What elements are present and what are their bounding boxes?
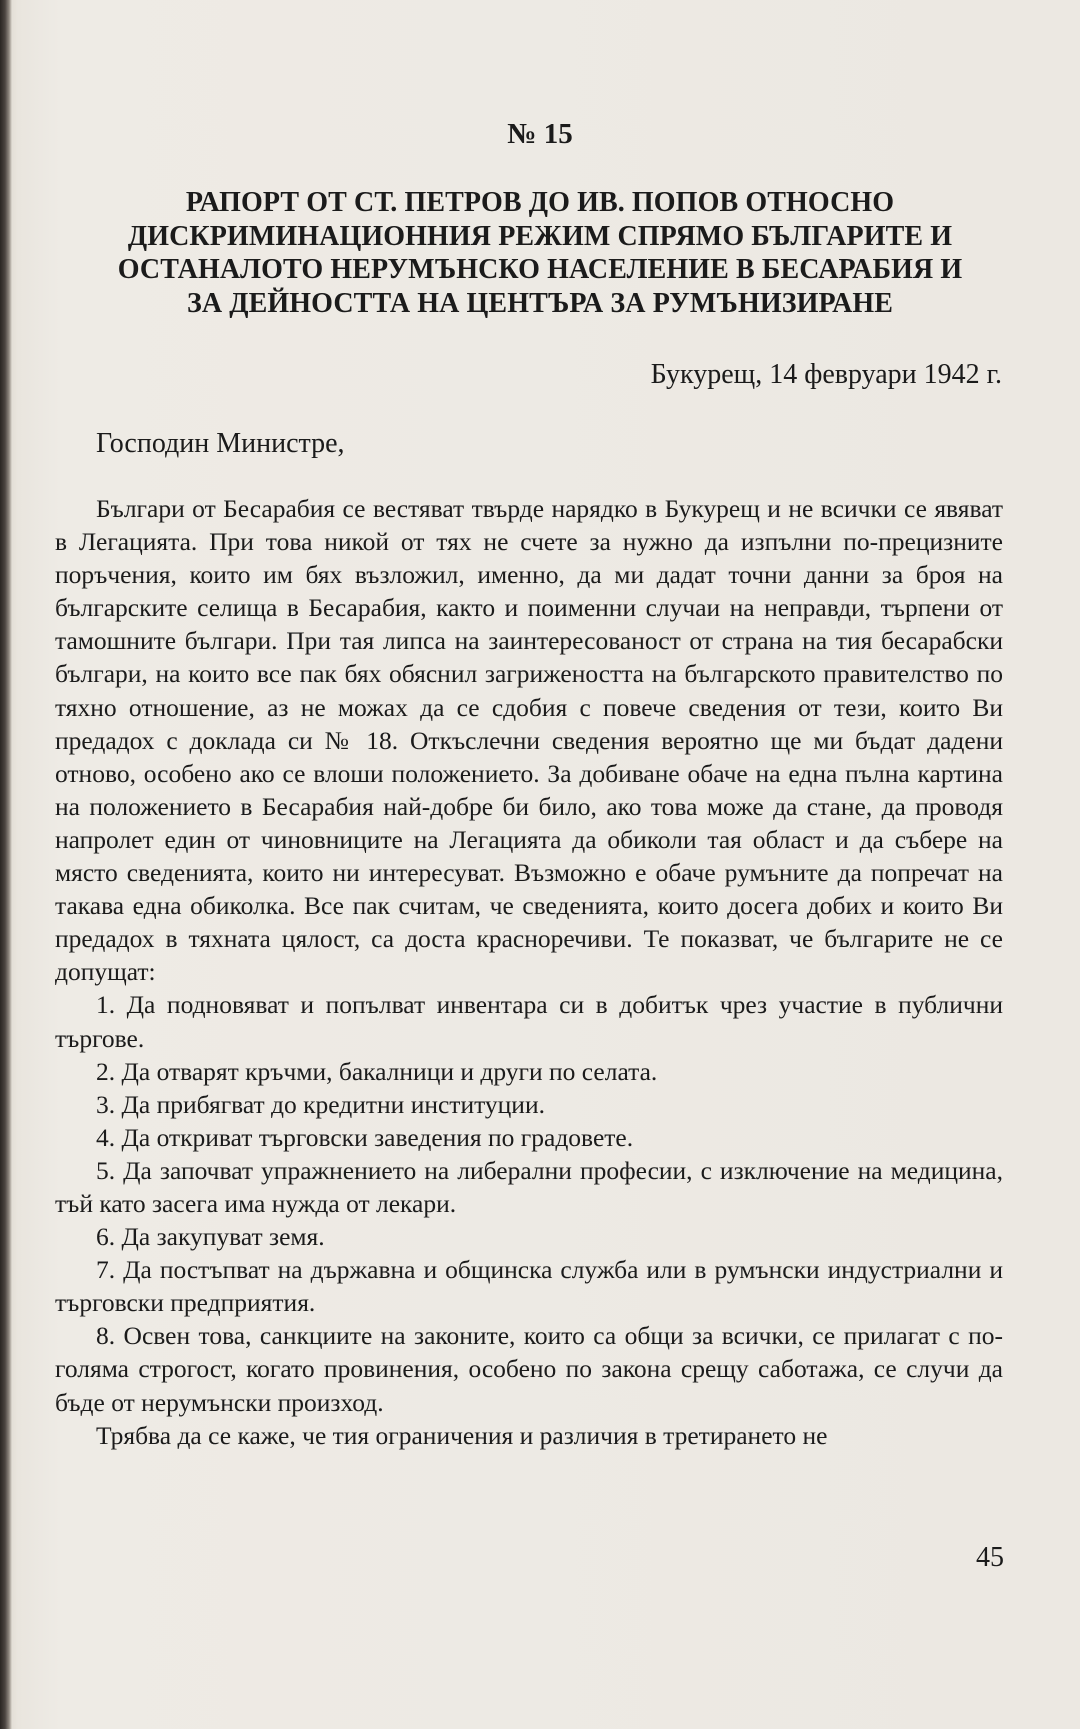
list-item: 2. Да отварят кръчми, бакалници и други по селата. — [96, 1056, 658, 1086]
title-line: ОСТАНАЛОТО НЕРУМЪНСКО НАСЕЛЕНИЕ В БЕСАРАБИЯ И — [117, 254, 963, 285]
page-number: 45 — [976, 1542, 1004, 1573]
list-item: 1. Да подновяват и попълват инвентара си в добитък чрез участие в публични търгове. — [55, 990, 1003, 1053]
document-title — [60, 186, 1020, 320]
place-and-date: Букурещ, 14 февруари 1942 г. — [650, 359, 1002, 390]
salutation: Господин Министре, — [96, 428, 345, 459]
list-item: 6. Да закупуват земя. — [96, 1222, 325, 1252]
body-paragraph: Българи от Бесарабия се вестяват твърде нарядко в Букурещ и не всички се явяват в Легацията. При това никой от тях не счете за нужно да изпълни по-прецизните поръчения, които им бях възложил, именно, да ми дадат точни данни за броя на българските селища в Бесарабия, както и поименни случаи на неправди, търпени от тамошните българи. При тая липса на заинтересованост от страна на тия бесарабски българи, на които все пак бях обяснил загрижеността на българското правителство по тяхно отношение, аз не можах да се сдобия с повече сведения от тези, които Ви предадох с доклада си № 18. Откъслечни сведения вероятно ще ми бъдат дадени отново, особено ако се влоши положението. За добиване обаче на една пълна картина на положението в Бесарабия най-добре би било, ако това може да стане, да проводя напролет един от чиновниците на Легацията да обиколи тая област и да събере на място сведенията, които ни интересуват. Възможно е обаче румъните да попречат на такава една обиколка. Все пак считам, че сведенията, които досега добих и които Ви предадох в тяхната цялост, са доста красноречиви. Те показват, че българите не се допущат: — [55, 494, 1003, 987]
list-item: 5. Да започват упражнението на либерални професии, с изключение на медицина, тъй като засега има нужда от лекари. — [55, 1155, 1003, 1218]
list-item: 3. Да прибягват до кредитни институции. — [96, 1089, 545, 1119]
document-body — [55, 492, 1003, 1452]
body-paragraph: Трябва да се каже, че тия ограничения и различия в третирането не — [96, 1420, 828, 1450]
title-line: ЗА ДЕЙНОСТТА НА ЦЕНТЪРА ЗА РУМЪНИЗИРАНЕ — [186, 287, 894, 319]
title-line: РАПОРТ ОТ СТ. ПЕТРОВ ДО ИВ. ПОПОВ ОТНОСНО — [185, 187, 895, 218]
list-item: 8. Освен това, санкциите на законите, които са общи за всички, се прилагат с по-голяма строгост, когато провинения, особено по закона срещу саботажа, се случи да бъде от нерумънски произход. — [55, 1321, 1003, 1417]
list-item: 4. Да откриват търговски заведения по градовете. — [96, 1122, 634, 1152]
title-line: ДИСКРИМИНАЦИОННИЯ РЕЖИМ СПРЯМО БЪЛГАРИТЕ И — [127, 220, 953, 252]
list-item: 7. Да постъпват на държавна и общинска служба или в румънски индустриални и търговски предприятия. — [55, 1255, 1003, 1318]
document-number: № 15 — [507, 118, 573, 150]
book-binding-shadow — [0, 0, 12, 1729]
